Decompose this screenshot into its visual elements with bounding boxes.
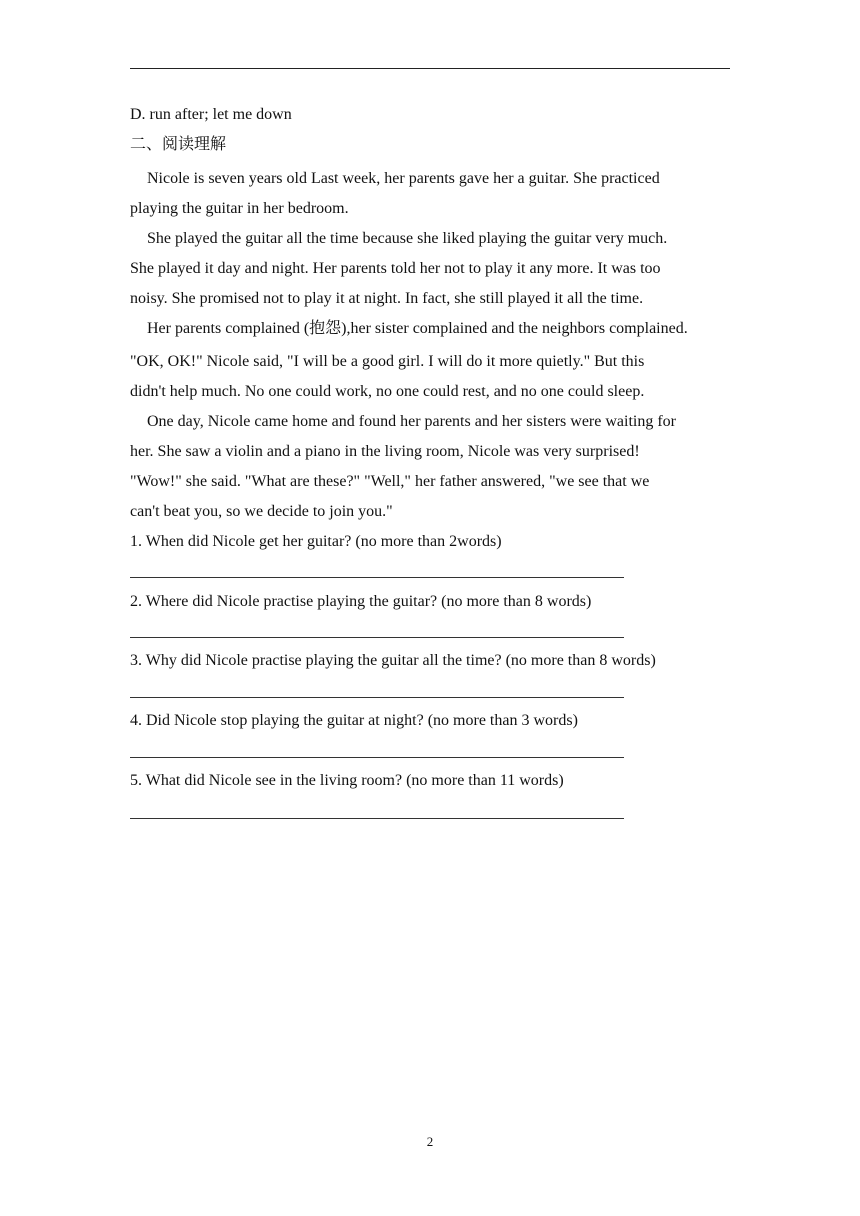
- question-5: 5. What did Nicole see in the living room? (no more than 11 words): [130, 772, 564, 789]
- option-d: D. run after; let me down: [130, 106, 292, 123]
- passage-line: She played the guitar all the time because she liked playing the guitar very much.: [147, 230, 668, 247]
- question-2: 2. Where did Nicole practise playing the guitar? (no more than 8 words): [130, 593, 592, 610]
- passage-line: Nicole is seven years old Last week, her parents gave her a guitar. She practiced: [147, 170, 660, 187]
- passage-line: "OK, OK!" Nicole said, "I will be a good girl. I will do it more quietly." But this: [130, 353, 645, 370]
- question-3: 3. Why did Nicole practise playing the guitar all the time? (no more than 8 words): [130, 652, 656, 669]
- header-rule: [130, 68, 730, 69]
- section-heading: 二、阅读理解: [130, 136, 227, 153]
- answer-line-5[interactable]: [130, 818, 624, 819]
- answer-line-2[interactable]: [130, 637, 624, 638]
- passage-line: playing the guitar in her bedroom.: [130, 200, 349, 217]
- passage-line: Her parents complained (抱怨),her sister complained and the neighbors complained.: [147, 320, 688, 337]
- passage-line: her. She saw a violin and a piano in the living room, Nicole was very surprised!: [130, 443, 640, 460]
- answer-line-3[interactable]: [130, 697, 624, 698]
- passage-line: One day, Nicole came home and found her parents and her sisters were waiting for: [147, 413, 676, 430]
- passage-line: didn't help much. No one could work, no one could rest, and no one could sleep.: [130, 383, 645, 400]
- answer-line-4[interactable]: [130, 757, 624, 758]
- passage-line: She played it day and night. Her parents told her not to play it any more. It was too: [130, 260, 661, 277]
- question-1: 1. When did Nicole get her guitar? (no more than 2words): [130, 533, 502, 550]
- passage-line: can't beat you, so we decide to join you.": [130, 503, 393, 520]
- answer-line-1[interactable]: [130, 577, 624, 578]
- page-number: 2: [426, 1134, 434, 1149]
- question-4: 4. Did Nicole stop playing the guitar at night? (no more than 3 words): [130, 712, 578, 729]
- passage-line: "Wow!" she said. "What are these?" "Well," her father answered, "we see that we: [130, 473, 650, 490]
- passage-line: noisy. She promised not to play it at night. In fact, she still played it all the time.: [130, 290, 644, 307]
